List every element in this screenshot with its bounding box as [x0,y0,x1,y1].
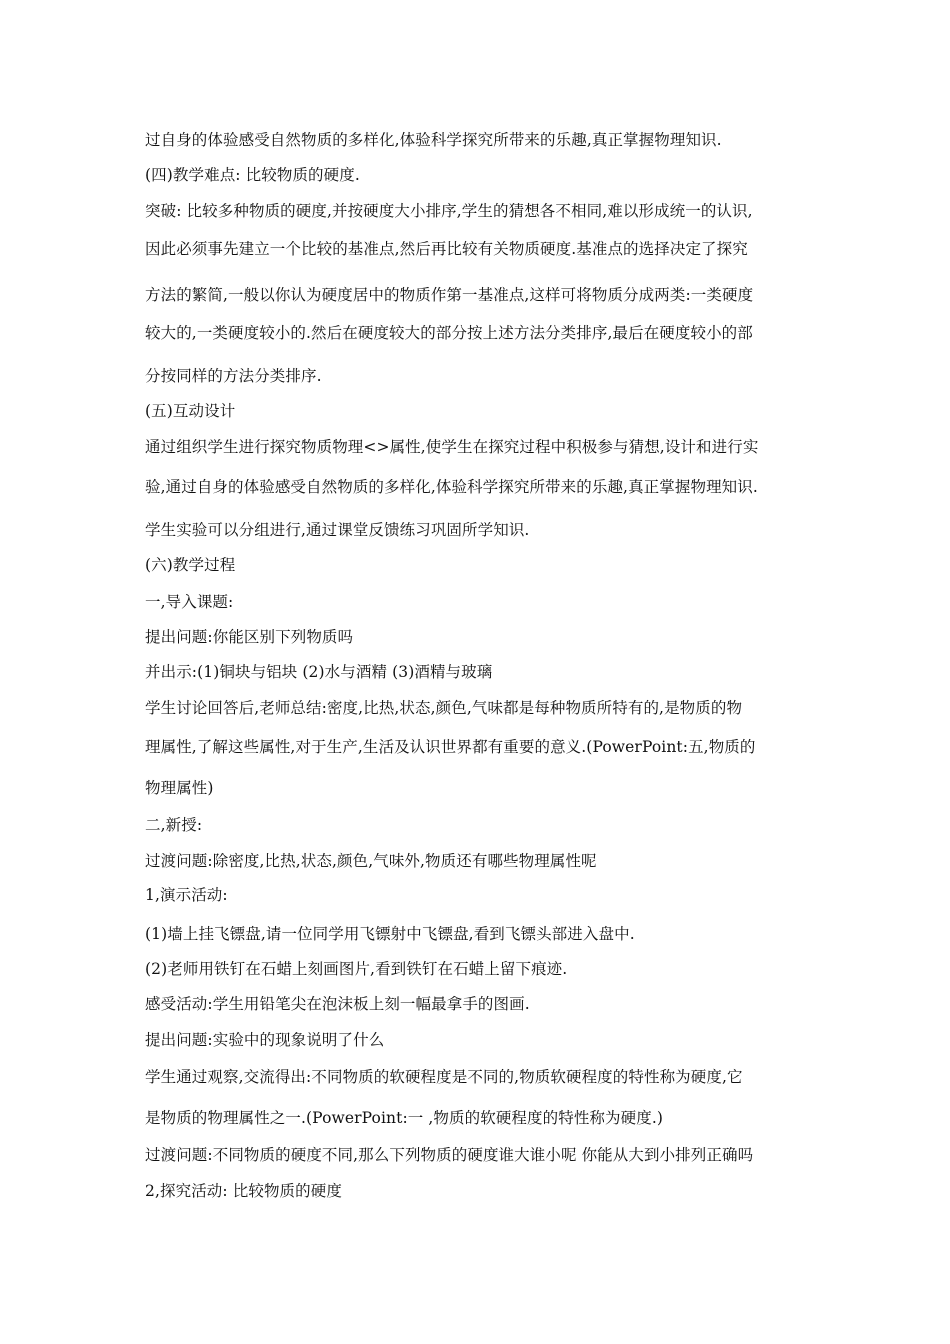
section-heading: (四)教学难点: 比较物质的硬度. [145,166,360,184]
text-line: (2)老师用铁钉在石蜡上刻画图片,看到铁钉在石蜡上留下痕迹. [145,960,568,978]
text-line: 一,导入课题: [145,593,234,611]
text-line: 物理属性) [145,779,214,797]
text-line: 提出问题:实验中的现象说明了什么 [145,1031,385,1049]
text-line: 过渡问题:除密度,比热,状态,颜色,气味外,物质还有哪些物理属性呢 [145,852,597,870]
text-line: 过渡问题:不同物质的硬度不同,那么下列物质的硬度谁大谁小呢 你能从大到小排列正确吗 [145,1146,754,1164]
text-line: 学生实验可以分组进行,通过课堂反馈练习巩固所学知识. [145,521,530,539]
text-line: 方法的繁简,一般以你认为硬度居中的物质作第一基准点,这样可将物质分成两类:一类硬度 [145,286,754,304]
text-line: 较大的,一类硬度较小的.然后在硬度较大的部分按上述方法分类排序,最后在硬度较小的部 [145,324,753,342]
text-line: 提出问题:你能区别下列物质吗 [145,628,354,646]
text-line: 学生通过观察,交流得出:不同物质的软硬程度是不同的,物质软硬程度的特性称为硬度,它 [145,1068,743,1086]
text-line: 1,演示活动: [145,886,228,904]
text-line: 并出示:(1)铜块与铝块 (2)水与酒精 (3)酒精与玻璃 [145,663,493,681]
text-line: 二,新授: [145,816,203,834]
text-line: 通过组织学生进行探究物质物理<>属性,使学生在探究过程中积极参与猜想,设计和进行实 [145,438,759,456]
text-line: 过自身的体验感受自然物质的多样化,体验科学探究所带来的乐趣,真正掌握物理知识. [145,131,722,149]
text-line: 验,通过自身的体验感受自然物质的多样化,体验科学探究所带来的乐趣,真正掌握物理知识. [145,478,758,496]
text-line: 理属性,了解这些属性,对于生产,生活及认识世界都有重要的意义.(PowerPoint:五,物质的 [145,738,756,756]
text-line: 因此必须事先建立一个比较的基准点,然后再比较有关物质硬度.基准点的选择决定了探究 [145,240,748,258]
text-line: 是物质的物理属性之一.(PowerPoint:一 ,物质的软硬程度的特性称为硬度.) [145,1109,664,1127]
text-line: 2,探究活动: 比较物质的硬度 [145,1182,342,1200]
section-heading: (六)教学过程 [145,556,236,574]
section-heading: (五)互动设计 [145,402,236,420]
text-line: 学生讨论回答后,老师总结:密度,比热,状态,颜色,气味都是每种物质所特有的,是物质的物 [145,699,743,717]
text-line: 突破: 比较多种物质的硬度,并按硬度大小排序,学生的猜想各不相同,难以形成统一的认识, [145,202,753,220]
text-line: 分按同样的方法分类排序. [145,367,322,385]
text-line: 感受活动:学生用铅笔尖在泡沫板上刻一幅最拿手的图画. [145,995,530,1013]
text-line: (1)墙上挂飞镖盘,请一位同学用飞镖射中飞镖盘,看到飞镖头部进入盘中. [145,925,635,943]
